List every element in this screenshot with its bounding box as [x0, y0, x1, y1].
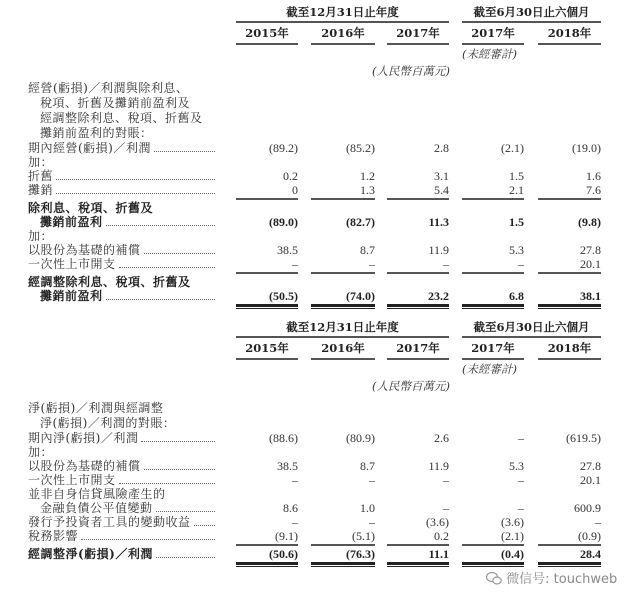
- value-cell: 0.2: [434, 529, 449, 543]
- total-double-rule: [462, 562, 524, 567]
- value-cell: –: [292, 473, 298, 487]
- value-cell: 8.7: [360, 459, 375, 473]
- value-cell: 23.2: [428, 289, 449, 303]
- value-cell: –: [369, 515, 375, 529]
- value-cell: 1.5: [509, 215, 524, 229]
- value-cell: 11.9: [428, 459, 449, 473]
- value-cell: (89.2): [269, 141, 298, 155]
- subtotal-rule: [236, 544, 298, 546]
- value-cell: –: [518, 257, 524, 271]
- dot-leader: [141, 428, 215, 442]
- value-cell: (0.9): [578, 529, 601, 543]
- dot-leader: [119, 254, 215, 268]
- watermark: [486, 572, 617, 587]
- row-label: 加：: [28, 445, 54, 459]
- value-cell: 38.5: [277, 459, 298, 473]
- row-label: 除利息、稅項、折舊及: [28, 201, 154, 215]
- row-label: 加：: [28, 155, 54, 169]
- value-cell: (76.3): [346, 547, 375, 561]
- value-cell: –: [518, 501, 524, 515]
- subtotal-rule: [538, 272, 601, 274]
- section-intro: 淨(虧損)／利潤與經調整: [28, 401, 164, 415]
- value-cell: –: [292, 257, 298, 271]
- row-label: 攤銷: [28, 183, 54, 197]
- row-label: 一次性上市開支: [28, 257, 116, 271]
- group-rule: [462, 21, 601, 23]
- year-header: 2018年: [547, 341, 592, 355]
- value-cell: –: [518, 473, 524, 487]
- unaudited-note: (未經審計): [462, 47, 517, 61]
- value-cell: 11.9: [428, 243, 449, 257]
- section-intro: 攤銷前盈利的對賬：: [40, 126, 153, 140]
- row-label: 攤銷前盈利: [40, 215, 103, 229]
- dot-leader: [156, 498, 215, 512]
- subtotal-rule: [462, 544, 524, 546]
- dot-leader: [154, 138, 215, 152]
- year-header: 2016年: [321, 26, 365, 40]
- value-cell: 0.2: [283, 169, 298, 183]
- value-cell: (82.7): [346, 215, 375, 229]
- subtotal-rule: [311, 272, 375, 274]
- subtotal-rule: [387, 544, 449, 546]
- section-intro: 淨(虧損)／利潤的對賬：: [40, 416, 176, 430]
- subtotal-rule: [462, 272, 524, 274]
- value-cell: (74.0): [346, 289, 375, 303]
- total-double-rule: [538, 304, 601, 309]
- group-rule: [236, 336, 449, 338]
- subtotal-rule: [462, 198, 524, 200]
- value-cell: (19.0): [572, 141, 601, 155]
- year-header: 2017年: [396, 26, 440, 40]
- value-cell: 11.3: [428, 215, 449, 229]
- row-label: 期內經營(虧損)／利潤: [28, 141, 151, 155]
- row-label: 攤銷前盈利: [40, 289, 103, 303]
- value-cell: (89.0): [269, 215, 298, 229]
- year-rule: [462, 358, 524, 360]
- unaudited-note: (未經審計): [462, 362, 517, 376]
- total-double-rule: [462, 304, 524, 309]
- row-label: 一次性上市開支: [28, 473, 116, 487]
- section-intro: 經營(虧損)／利潤與除利息、: [28, 81, 189, 95]
- total-double-rule: [538, 562, 601, 567]
- value-cell: 2.1: [509, 183, 524, 197]
- value-cell: (9.8): [578, 215, 601, 229]
- year-header: 2015年: [245, 26, 289, 40]
- subtotal-rule: [236, 198, 298, 200]
- value-cell: 1.2: [360, 169, 375, 183]
- row-label: 以股份為基礎的補償: [28, 459, 141, 473]
- value-cell: (50.6): [269, 547, 298, 561]
- value-cell: 5.3: [509, 243, 524, 257]
- row-label: 經調整淨(虧損)／利潤: [28, 547, 153, 561]
- subtotal-rule: [311, 198, 375, 200]
- value-cell: (5.1): [352, 529, 375, 543]
- value-cell: 8.6: [283, 501, 298, 515]
- value-cell: 2.8: [434, 141, 449, 155]
- year-header: 2017年: [396, 341, 440, 355]
- wechat-icon: [486, 572, 506, 587]
- dot-leader: [56, 166, 215, 180]
- year-rule: [538, 43, 601, 45]
- year-header: 2018年: [547, 26, 592, 40]
- value-cell: 1.6: [586, 169, 601, 183]
- row-label: 發行予投資者工具的變動收益: [28, 515, 191, 529]
- value-cell: 38.1: [580, 289, 601, 303]
- value-cell: (88.6): [269, 431, 298, 445]
- value-cell: –: [443, 257, 449, 271]
- value-cell: (3.6): [501, 515, 524, 529]
- group-header-annual: 截至12月31日止年度: [286, 5, 399, 19]
- row-label: 期內淨(虧損)／利潤: [28, 431, 139, 445]
- group-rule: [462, 336, 601, 338]
- total-double-rule: [311, 304, 375, 309]
- year-header: 2017年: [471, 341, 515, 355]
- total-double-rule: [236, 304, 298, 309]
- year-rule: [236, 358, 298, 360]
- value-cell: 38.5: [277, 243, 298, 257]
- value-cell: 7.6: [586, 183, 601, 197]
- row-label: 經調整除利息、稅項、折舊及: [28, 275, 191, 289]
- year-rule: [311, 43, 375, 45]
- total-double-rule: [311, 562, 375, 567]
- row-label: 並非自身信貸風險產生的: [28, 487, 166, 501]
- value-cell: 27.8: [580, 243, 601, 257]
- value-cell: –: [369, 473, 375, 487]
- value-cell: 2.6: [434, 431, 449, 445]
- value-cell: 5.3: [509, 459, 524, 473]
- value-cell: 3.1: [434, 169, 449, 183]
- group-header-six-months: 截至6月30日止六個月: [473, 5, 590, 19]
- value-cell: –: [369, 257, 375, 271]
- value-cell: (85.2): [346, 141, 375, 155]
- total-double-rule: [236, 562, 298, 567]
- value-cell: (9.1): [275, 529, 298, 543]
- subtotal-rule: [236, 272, 298, 274]
- dot-leader: [119, 470, 215, 484]
- value-cell: 1.5: [509, 169, 524, 183]
- value-cell: 8.7: [360, 243, 375, 257]
- value-cell: 20.1: [580, 473, 601, 487]
- dot-leader: [156, 544, 215, 558]
- value-cell: (2.1): [501, 141, 524, 155]
- group-header-annual: 截至12月31日止年度: [286, 320, 399, 334]
- subtotal-rule: [538, 198, 601, 200]
- total-double-rule: [387, 562, 449, 567]
- row-label: 金融負債公平值變動: [40, 501, 153, 515]
- section-intro: 經調整除利息、稅項、折舊及: [40, 111, 203, 125]
- value-cell: (0.4): [501, 547, 524, 561]
- dot-leader: [56, 180, 215, 194]
- value-cell: –: [443, 473, 449, 487]
- value-cell: 11.1: [428, 547, 449, 561]
- group-header-six-months: 截至6月30日止六個月: [473, 320, 590, 334]
- unit-note: (人民幣百萬元): [372, 64, 450, 78]
- row-label: 稅務影響: [28, 529, 79, 543]
- value-cell: 600.9: [574, 501, 601, 515]
- row-label: 加：: [28, 229, 54, 243]
- year-rule: [236, 43, 298, 45]
- row-label: 折舊: [28, 169, 54, 183]
- year-rule: [387, 43, 449, 45]
- value-cell: (3.6): [426, 515, 449, 529]
- value-cell: 6.8: [509, 289, 524, 303]
- value-cell: 27.8: [580, 459, 601, 473]
- subtotal-rule: [387, 272, 449, 274]
- dot-leader: [144, 456, 215, 470]
- value-cell: (50.5): [269, 289, 298, 303]
- year-header: 2015年: [245, 341, 289, 355]
- value-cell: (2.1): [501, 529, 524, 543]
- row-label: 以股份為基礎的補償: [28, 243, 141, 257]
- year-rule: [311, 358, 375, 360]
- year-header: 2017年: [471, 26, 515, 40]
- subtotal-rule: [538, 544, 601, 546]
- value-cell: –: [518, 431, 524, 445]
- total-double-rule: [387, 304, 449, 309]
- value-cell: 0: [292, 183, 298, 197]
- year-header: 2016年: [321, 341, 365, 355]
- dot-leader: [106, 286, 215, 300]
- value-cell: 5.4: [434, 183, 449, 197]
- value-cell: (619.5): [566, 431, 601, 445]
- watermark-text: 微信号: touchweb: [506, 572, 618, 587]
- subtotal-rule: [387, 198, 449, 200]
- year-rule: [538, 358, 601, 360]
- dot-leader: [144, 240, 215, 254]
- group-rule: [236, 21, 449, 23]
- value-cell: 28.4: [580, 547, 601, 561]
- section-intro: 稅項、折舊及攤銷前盈利及: [40, 96, 191, 110]
- dot-leader: [106, 212, 215, 226]
- year-rule: [462, 43, 524, 45]
- dot-leader: [81, 526, 215, 540]
- value-cell: 20.1: [580, 257, 601, 271]
- value-cell: 1.3: [360, 183, 375, 197]
- dot-leader: [194, 512, 215, 526]
- value-cell: –: [595, 515, 601, 529]
- value-cell: 1.0: [360, 501, 375, 515]
- value-cell: –: [292, 515, 298, 529]
- year-rule: [387, 358, 449, 360]
- subtotal-rule: [311, 544, 375, 546]
- unit-note: (人民幣百萬元): [372, 379, 450, 393]
- value-cell: (80.9): [346, 431, 375, 445]
- value-cell: –: [443, 501, 449, 515]
